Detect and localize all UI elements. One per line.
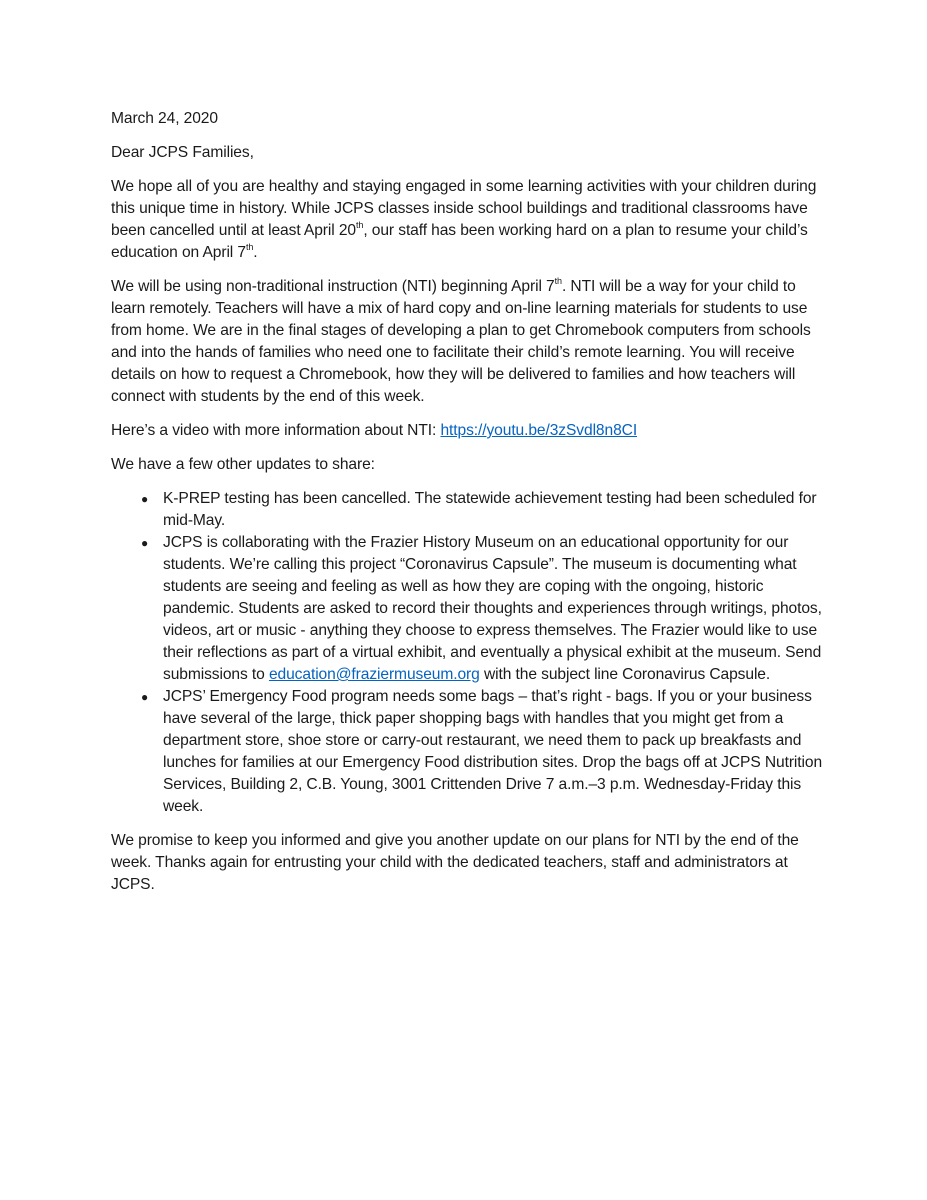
superscript-th: th xyxy=(554,275,562,286)
list-item xyxy=(111,532,823,686)
video-intro-text: Here’s a video with more information about NTI: xyxy=(111,422,441,439)
paragraph-updates-intro: We have a few other updates to share: xyxy=(111,456,375,473)
paragraph-intro-text-c: . xyxy=(253,244,258,261)
superscript-th: th xyxy=(356,219,364,230)
paragraph-intro-text-a: We hope all of you are healthy and staying engaged in some learning activities with your children during this unique time in history. While JCPS classes inside school buildings and traditional classrooms have been cancelled until at least April 20 xyxy=(111,178,817,239)
paragraph-intro xyxy=(111,176,823,264)
list-item xyxy=(111,686,823,818)
list-item-text: JCPS is collaborating with the Frazier History Museum on an educational opportunity for our students. We’re calling this project “Coronavirus Capsule”. The museum is documenting what students are seeing and feeling as well as how they are coping with the ongoing, historic pandemic. Students are asked to record their thoughts and experiences through writings, photos, videos, art or music - anything they choose to express themselves. The Frazier would like to use their reflections as part of a virtual exhibit, and eventually a physical exhibit at the museum. Send submissions to xyxy=(163,534,822,683)
list-item-text: with the subject line Coronavirus Capsule. xyxy=(479,666,771,683)
paragraph-nti-text-a: We will be using non-traditional instruction (NTI) beginning April 7 xyxy=(111,278,555,295)
email-link[interactable]: education@fraziermuseum.org xyxy=(268,666,480,683)
list-item-text: K-PREP testing has been cancelled. The statewide achievement testing had been scheduled for mid-May. xyxy=(163,490,817,529)
bullet-icon: ● xyxy=(141,492,149,506)
paragraph-video xyxy=(111,420,823,442)
list-item xyxy=(111,488,823,532)
salutation: Dear JCPS Families, xyxy=(111,144,254,161)
updates-list xyxy=(111,488,823,818)
letter-date: March 24, 2020 xyxy=(111,110,218,127)
bullet-icon: ● xyxy=(141,536,149,550)
list-item-text: JCPS’ Emergency Food program needs some bags – that’s right - bags. If you or your business have several of the large, thick paper shopping bags with handles that you might get from a department store, shoe store or carry-out restaurant, we need them to pack up breakfasts and lunches for families at our Emergency Food distribution sites. Drop the bags off at JCPS Nutrition Services, Building 2, C.B. Young, 3001 Crittenden Drive 7 a.m.–3 p.m. Wednesday-Friday this week. xyxy=(163,688,823,815)
paragraph-intro-text-b: , our staff has been working hard on a plan to resume your child’s education on April 7 xyxy=(111,222,808,261)
bullet-icon: ● xyxy=(141,690,149,704)
video-link[interactable]: https://youtu.be/3zSvdl8n8CI xyxy=(440,422,638,439)
paragraph-nti-text-b: . NTI will be a way for your child to learn remotely. Teachers will have a mix of hard copy and on-line learning materials for students to use from home. We are in the final stages of developing a plan to get Chromebook computers from schools and into the hands of families who need one to facilitate their child’s remote learning. You will receive details on how to request a Chromebook, how they will be delivered to families and how teachers will connect with students by the end of this week. xyxy=(111,278,811,405)
letter-body xyxy=(111,108,823,908)
paragraph-nti xyxy=(111,276,823,408)
paragraph-closing: We promise to keep you informed and give you another update on our plans for NTI by the end of the week. Thanks again for entrusting your child with the dedicated teachers, staff and administrators at JCPS. xyxy=(111,832,799,893)
superscript-th: th xyxy=(245,241,254,252)
